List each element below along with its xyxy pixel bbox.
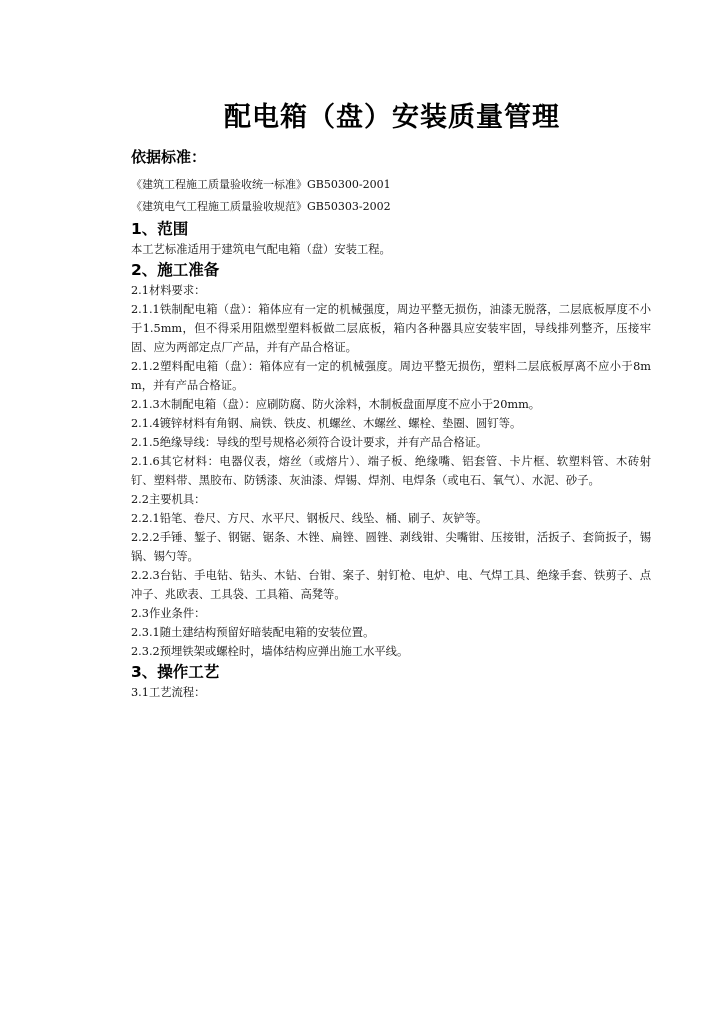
body-paragraph: 2.1.5绝缘导线：导线的型号规格必须符合设计要求，并有产品合格证。 xyxy=(131,436,488,449)
section-heading-preparation: 2、施工准备 xyxy=(131,261,220,279)
body-paragraph: 2.2.2手锤、錾子、钢锯、锯条、木锉、扁锉、圆锉、剥线钳、尖嘴钳、压接钳，活扳子、套筒扳子，锡锅、锡勺等。 xyxy=(131,531,651,563)
body-paragraph: 2.3.2预埋铁架或螺栓时，墙体结构应弹出施工水平线。 xyxy=(131,645,409,658)
body-paragraph: 3.1工艺流程： xyxy=(131,686,206,699)
body-paragraph: 2.3作业条件： xyxy=(131,607,206,620)
body-paragraph: 2.1.3木制配电箱（盘）：应刷防腐、防火涂料，木制板盘面厚度不应小于20mm。 xyxy=(131,398,541,411)
standard-line: 《建筑工程施工质量验收统一标准》GB50300-2001 xyxy=(131,178,391,191)
section-heading-scope: 1、范围 xyxy=(131,220,189,238)
body-paragraph: 2.2.3台钻、手电钻、钻头、木钻、台钳、案子、射钉枪、电炉、电、气焊工具、绝缘手套、铁剪子、点冲子、兆欧表、工具袋、工具箱、高凳等。 xyxy=(131,569,651,601)
body-paragraph: 2.1.6其它材料：电器仪表，熔丝（或熔片）、端子板、绝缘嘴、铝套管、卡片框、软塑料管、木砖射钉、塑料带、黑胶布、防锈漆、灰油漆、焊锡、焊剂、电焊条（或电石、氧气）、水泥、砂子。 xyxy=(131,455,651,487)
body-paragraph: 2.2.1铅笔、卷尺、方尺、水平尺、钢板尺、线坠、桶、刷子、灰铲等。 xyxy=(131,512,488,525)
body-paragraph: 2.2主要机具： xyxy=(131,493,206,506)
section-heading-operation: 3、操作工艺 xyxy=(131,663,220,681)
body-paragraph: 2.1.4镀锌材料有角钢、扁铁、铁皮、机螺丝、木螺丝、螺栓、垫圈、圆钉等。 xyxy=(131,417,522,430)
page-title: 配电箱（盘）安装质量管理 xyxy=(224,102,560,133)
standard-line: 《建筑电气工程施工质量验收规范》GB50303-2002 xyxy=(131,200,391,213)
document-body xyxy=(131,144,651,702)
body-paragraph: 2.3.1随土建结构预留好暗装配电箱的安装位置。 xyxy=(131,626,375,639)
basis-heading: 依据标准： xyxy=(131,148,207,166)
scope-paragraph: 本工艺标准适用于建筑电气配电箱（盘）安装工程。 xyxy=(131,243,391,256)
body-paragraph: 2.1.2塑料配电箱（盘）：箱体应有一定的机械强度。周边平整无损伤，塑料二层底板厚离不应小于8mm，并有产品合格证。 xyxy=(131,360,651,392)
body-paragraph: 2.1材料要求： xyxy=(131,284,206,297)
body-paragraph: 2.1.1铁制配电箱（盘）：箱体应有一定的机械强度，周边平整无损伤，油漆无脱落，二层底板厚度不小于1.5mm，但不得采用阻燃型塑料板做二层底板，箱内各种器具应安装牢固，导线排列整齐，压接牢固、应为两部定点厂产品，并有产品合格证。 xyxy=(131,303,651,354)
